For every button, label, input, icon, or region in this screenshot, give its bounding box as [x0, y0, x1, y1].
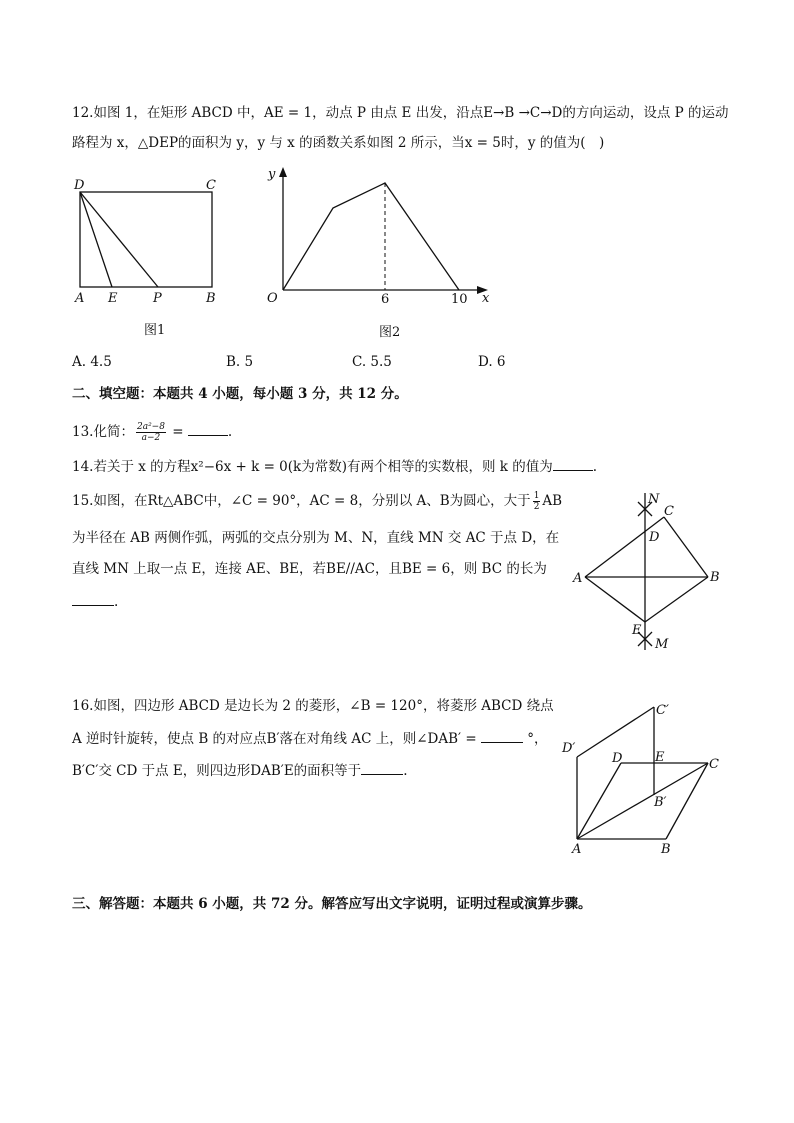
q13-numerator: 2a²−8 [136, 422, 165, 432]
label-b: B [710, 570, 720, 585]
section-3-heading: 三、解答题：本题共 6 小题，共 72 分。解答应写出文字说明，证明过程或演算步骤。 [72, 896, 592, 912]
label-e: E [632, 623, 642, 638]
q15-half-fraction [533, 491, 541, 512]
label-c: C [664, 504, 674, 519]
q15-answer-line [72, 591, 118, 612]
q16-end: . [403, 763, 408, 779]
label-d-prime: D′ [562, 741, 576, 756]
label-c: C [206, 178, 216, 193]
q16-line3-text: B′C′交 CD 于点 E，则四边形DAB′E的面积等于 [72, 763, 362, 779]
q15-answer-blank[interactable] [72, 591, 114, 606]
y-axis-label: y [268, 167, 276, 182]
q16-line1: 16.如图，四边形 ABCD 是边长为 2 的菱形，∠B = 120°，将菱形 ABCD 绕点 [72, 698, 554, 714]
figure1-drawing [73, 178, 216, 338]
segment-ad [577, 763, 621, 839]
label-d: D [74, 178, 85, 193]
segment-cb [664, 517, 708, 577]
segment-cb [666, 763, 708, 839]
figure2-graph [267, 167, 490, 340]
q15-line1 [72, 491, 562, 512]
label-c-prime: C′ [656, 703, 669, 718]
q13-denominator: a−2 [141, 433, 161, 443]
q12-line2: 路程为 x，△DEP的面积为 y，y 与 x 的函数关系如图 2 所示，当x = 5时，y 的值为( ) [72, 135, 605, 151]
figure2-caption: 图2 [379, 325, 401, 340]
q16-angle-blank[interactable] [481, 728, 523, 743]
q13-suffix: = [167, 424, 184, 440]
tick-label-10: 10 [451, 292, 468, 307]
label-c: C [709, 757, 719, 772]
label-a: A [75, 291, 85, 306]
q15-line1-ab: AB [542, 493, 563, 509]
label-n: N [648, 492, 660, 507]
q14 [72, 456, 597, 477]
q12-option-a: A. 4.5 [72, 354, 112, 370]
y-axis-arrow [279, 167, 287, 177]
function-graph [283, 183, 459, 290]
segment-de [80, 192, 112, 287]
q16-line3 [72, 760, 407, 781]
segment-d1c1 [577, 707, 654, 757]
label-d: D [649, 530, 660, 545]
q15-end: . [114, 594, 119, 610]
q16-figure [561, 703, 719, 857]
origin-label: O [267, 291, 278, 306]
tick-label-6: 6 [381, 292, 390, 307]
q15-line2: 为半径在 AB 两侧作弧，两弧的交点分别为 M、N，直线 MN 交 AC 于点 D，在 [72, 530, 560, 546]
label-b: B [206, 291, 216, 306]
section-2-heading: 二、填空题：本题共 4 小题，每小题 3 分，共 12 分。 [72, 386, 408, 402]
q15-figure [572, 492, 720, 652]
diagonal-ac [577, 763, 708, 839]
q16-line2-end: °， [527, 731, 548, 747]
x-axis-label: x [482, 291, 490, 306]
label-a: A [572, 842, 582, 857]
q13-prefix: 13.化简： [72, 424, 134, 440]
q15-half-numerator: 1 [533, 491, 540, 501]
q14-text: 14.若关于 x 的方程x²−6x + k = 0(k为常数)有两个相等的实数根，则 k 的值为 [72, 459, 553, 475]
q12-option-c: C. 5.5 [352, 354, 392, 370]
segment-ae [585, 577, 645, 622]
label-d: D [612, 751, 623, 766]
q14-answer-blank[interactable] [553, 456, 593, 471]
q12-line1: 12.如图 1，在矩形 ABCD 中，AE = 1，动点 P 由点 E 出发，沿点E→B →C→D的方向运动，设点 P 的运动 [72, 105, 729, 121]
q13-end: . [227, 424, 233, 440]
label-b: B [661, 842, 671, 857]
segment-ac [585, 517, 664, 577]
q16-line2 [72, 728, 548, 749]
q16-area-blank[interactable] [361, 760, 403, 775]
label-e: E [655, 750, 665, 765]
q16-line2-text: A 逆时针旋转，使点 B 的对应点B′落在对角线 AC 上，则∠DAB′ = [72, 731, 477, 747]
q12-option-b: B. 5 [226, 354, 254, 370]
figure1-caption: 图1 [144, 323, 166, 338]
q15-half-denominator: 2 [533, 502, 540, 512]
label-p: P [153, 291, 162, 306]
q12-option-d: D. 6 [478, 354, 506, 370]
label-e: E [108, 291, 118, 306]
segment-be [645, 577, 708, 622]
label-a: A [573, 571, 583, 586]
segment-dp [80, 192, 158, 287]
q13-fraction [136, 422, 166, 443]
label-m: M [655, 637, 669, 652]
q15-line3: 直线 MN 上取一点 E，连接 AE、BE，若BE//AC，且BE = 6，则 BC 的长为 [72, 561, 547, 577]
q14-end: . [592, 459, 598, 475]
q15-line1-text: 15.如图，在Rt△ABC中，∠C = 90°，AC = 8，分别以 A、B为圆心，大于 [72, 493, 531, 509]
q13 [72, 421, 232, 443]
q13-answer-blank[interactable] [188, 421, 228, 436]
label-b-prime: B′ [654, 795, 667, 810]
